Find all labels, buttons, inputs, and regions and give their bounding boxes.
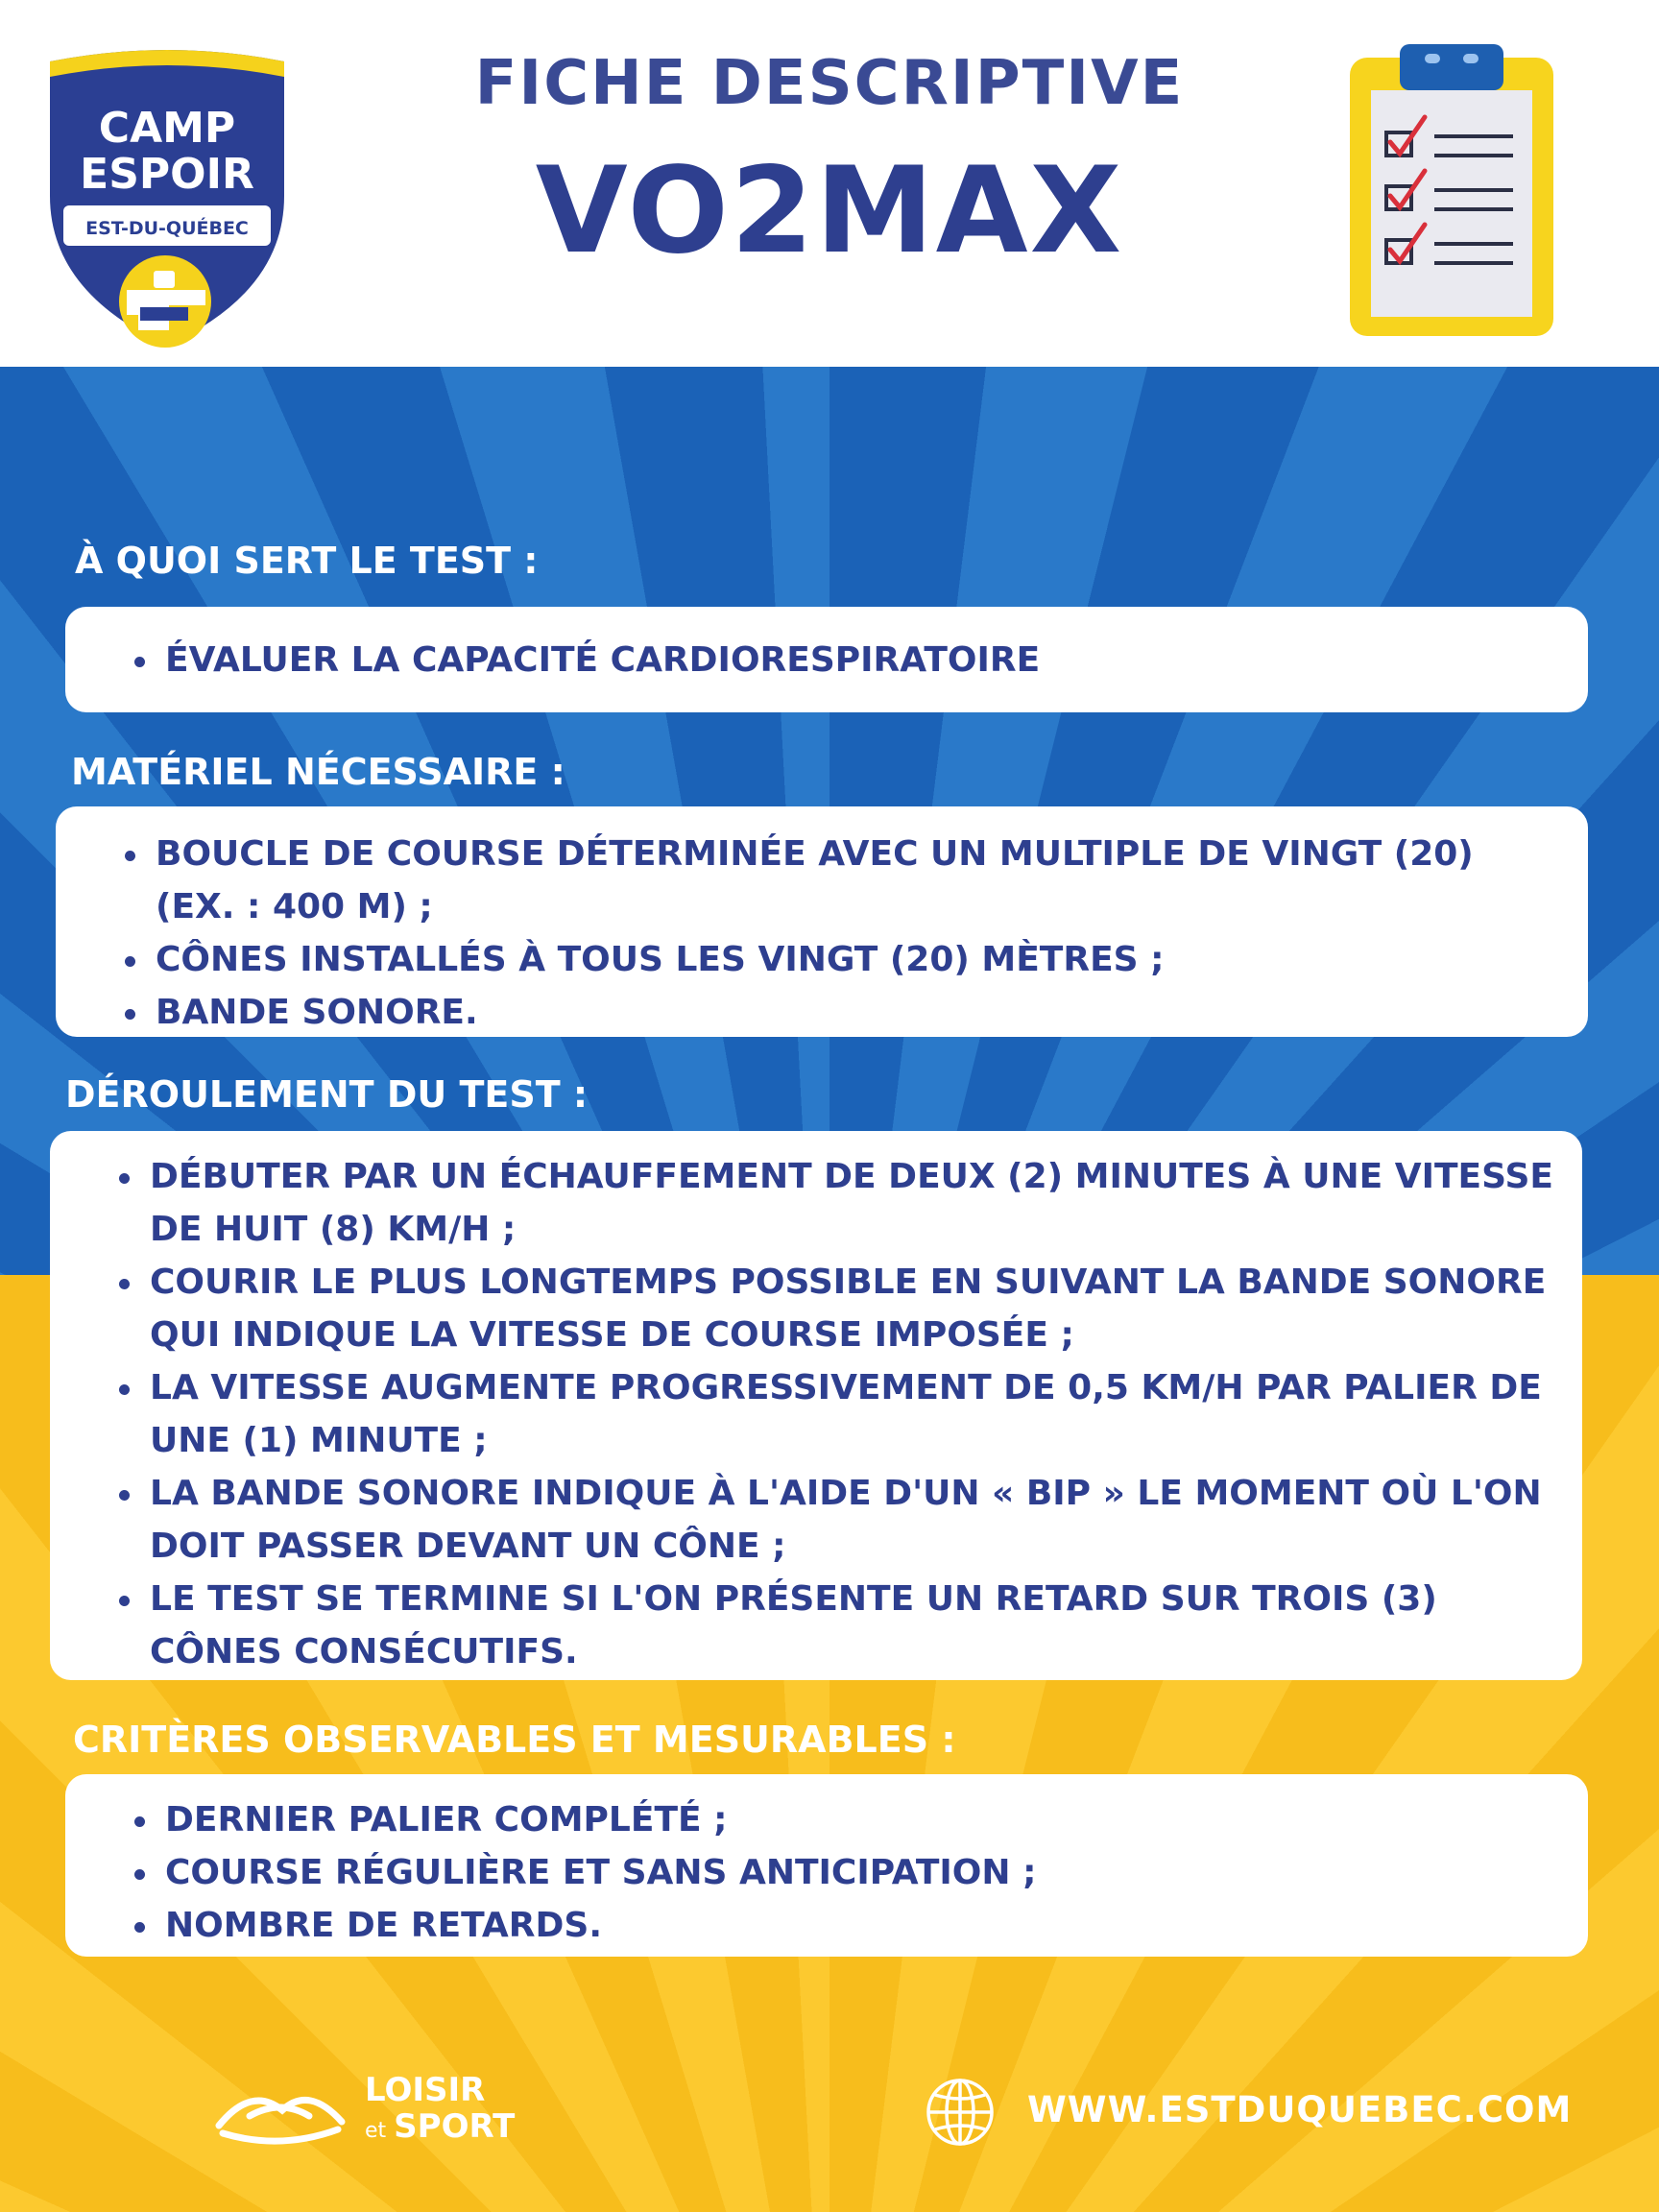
loisir-sport-brand [213,2072,559,2149]
list-item: LE TEST SE TERMINE SI L'ON PRÉSENTE UN RETARD SUR TROIS (3) CÔNES CONSÉCUTIFS. [115,1573,1553,1678]
globe-icon [924,2076,997,2149]
logo-line1: CAMP [98,104,236,153]
logo-line2: ESPOIR [80,150,254,199]
header [0,0,1659,367]
list-item: DÉBUTER PAR UN ÉCHAUFFEMENT DE DEUX (2) MINUTES À UNE VITESSE DE HUIT (8) KM/H ; [115,1150,1553,1256]
list-item: LA VITESSE AUGMENTE PROGRESSIVEMENT DE 0,5 KM/H PAR PALIER DE UNE (1) MINUTE ; [115,1361,1553,1467]
card-purpose [65,607,1588,712]
section-label-criteria: CRITÈRES OBSERVABLES ET MESURABLES : [73,1719,956,1761]
list-item: COURIR LE PLUS LONGTEMPS POSSIBLE EN SUIVANT LA BANDE SONORE QUI INDIQUE LA VITESSE DE COURSE IMPOSÉE ; [115,1256,1553,1361]
card-equipment [56,806,1588,1037]
section-label-equipment: MATÉRIEL NÉCESSAIRE : [71,751,565,793]
list-item: CÔNES INSTALLÉS À TOUS LES VINGT (20) MÈTRES ; [121,933,1511,986]
loisir-sport-logo-icon [213,2078,348,2145]
website-block [924,2076,1573,2149]
card-criteria [65,1774,1588,1957]
checklist-clipboard-icon [1342,36,1561,342]
page-title: VO2MAX [535,142,1124,280]
list-item: ÉVALUER LA CAPACITÉ CARDIORESPIRATOIRE [131,634,1559,686]
brand-small: et [365,2119,387,2143]
logo-region: EST-DU-QUÉBEC [85,218,249,239]
list-item: COURSE RÉGULIÈRE ET SANS ANTICIPATION ; [131,1846,1559,1899]
brand-line2: SPORT [394,2107,516,2146]
list-item: NOMBRE DE RETARDS. [131,1899,1559,1952]
website-link[interactable]: WWW.ESTDUQUEBEC.COM [1027,2089,1573,2130]
card-procedure [50,1131,1582,1680]
section-label-procedure: DÉROULEMENT DU TEST : [65,1073,589,1116]
section-label-purpose: À QUOI SERT LE TEST : [75,540,539,582]
list-item: LA BANDE SONORE INDIQUE À L'AIDE D'UN « BIP » LE MOMENT OÙ L'ON DOIT PASSER DEVANT UN CÔNE ; [115,1467,1553,1573]
brand-text [365,2072,515,2151]
list-item: BOUCLE DE COURSE DÉTERMINÉE AVEC UN MULTIPLE DE VINGT (20) (EX. : 400 M) ; [121,828,1511,933]
list-item: BANDE SONORE. [121,986,1511,1039]
brand-line1: LOISIR [365,2071,486,2109]
list-item: DERNIER PALIER COMPLÉTÉ ; [131,1793,1559,1846]
page-subtitle: FICHE DESCRIPTIVE [474,48,1185,119]
